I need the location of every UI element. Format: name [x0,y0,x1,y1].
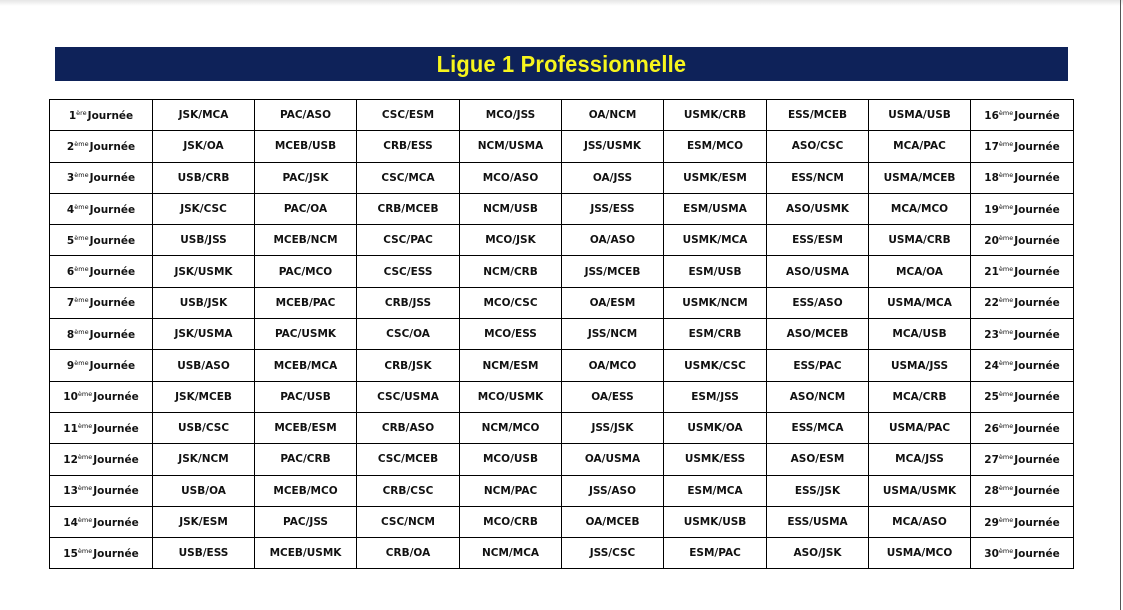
round-number: 28 [984,485,999,498]
second-leg-round [971,256,1074,287]
second-leg-round [971,444,1074,475]
title-banner [55,47,1068,81]
first-leg-round [50,444,153,475]
second-leg-round [971,412,1074,443]
match-cell: USB/CRB [153,162,255,193]
round-ordinal-suffix: ème [74,296,89,305]
round-ordinal-suffix: ème [74,171,89,180]
round-number: 27 [984,453,999,466]
round-ordinal-suffix: ème [77,390,93,399]
first-leg-round [50,100,153,131]
round-number: 29 [984,516,999,529]
match-cell: USMA/MCO [869,538,971,569]
first-leg-round [50,162,153,193]
match-cell: JSK/MCA [153,100,255,131]
match-cell: MCEB/PAC [255,287,357,318]
round-number: 1 [68,109,77,122]
match-cell: PAC/USB [255,381,357,412]
match-cell: JSK/OA [153,131,255,162]
match-cell: USMA/PAC [869,412,971,443]
match-cell: JSS/USMK [562,131,664,162]
match-cell: ESS/NCM [767,162,869,193]
match-cell: MCEB/NCM [255,225,357,256]
match-cell: NCM/MCO [460,412,562,443]
round-label: Journée [1014,203,1060,216]
match-cell: MCA/OA [869,256,971,287]
round-ordinal-suffix: ème [998,233,1014,242]
match-cell: ESM/USMA [664,193,767,224]
match-cell: USMA/CRB [869,225,971,256]
round-label: Journée [1014,516,1060,529]
round-label: Journée [1014,328,1060,341]
round-ordinal-suffix: ème [77,452,93,461]
match-cell: CSC/MCA [357,162,460,193]
match-cell: ASO/NCM [767,381,869,412]
schedule-row [50,100,1074,131]
match-cell: MCA/CRB [869,381,971,412]
round-label: Journée [1014,391,1060,404]
match-cell: CSC/OA [357,319,460,350]
match-cell: NCM/USB [460,193,562,224]
match-cell: USB/JSS [153,225,255,256]
match-cell: CRB/ESS [357,131,460,162]
round-ordinal-suffix: ème [998,171,1014,180]
round-ordinal-suffix: ème [998,421,1014,430]
match-cell: JSS/NCM [562,319,664,350]
round-label: Journée [93,516,139,529]
match-cell: JSK/CSC [153,193,255,224]
match-cell: ESS/MCA [767,412,869,443]
round-label: Journée [1014,172,1060,185]
first-leg-round [50,506,153,537]
match-cell: CRB/MCEB [357,193,460,224]
match-cell: USB/ESS [153,538,255,569]
match-cell: PAC/USMK [255,319,357,350]
round-label: Journée [93,547,139,560]
match-cell: NCM/USMA [460,131,562,162]
match-cell: NCM/ESM [460,350,562,381]
round-ordinal-suffix: ème [74,202,89,211]
round-ordinal-suffix: ème [998,139,1014,148]
schedule-row [50,350,1074,381]
schedule-row [50,287,1074,318]
round-label: Journée [89,140,136,153]
first-leg-round [50,256,153,287]
round-label: Journée [1014,266,1060,279]
round-number: 17 [984,140,999,153]
round-number: 13 [63,485,78,498]
page-title: Ligue 1 Professionnelle [436,50,687,77]
schedule-row [50,506,1074,537]
round-ordinal-suffix: ème [74,327,89,336]
match-cell: USMK/ESM [664,162,767,193]
match-cell: MCA/PAC [869,131,971,162]
schedule-row [50,444,1074,475]
match-cell: OA/ASO [562,225,664,256]
match-cell: MCO/CSC [460,287,562,318]
schedule-row [50,162,1074,193]
match-cell: JSS/JSK [562,412,664,443]
match-cell: MCEB/USMK [255,538,357,569]
round-number: 21 [984,266,999,279]
round-label: Journée [89,360,136,373]
second-leg-round [971,381,1074,412]
match-cell: PAC/JSS [255,506,357,537]
schedule-row [50,412,1074,443]
first-leg-round [50,193,153,224]
match-cell: JSS/MCEB [562,256,664,287]
round-label: Journée [1014,109,1060,122]
match-cell: CSC/NCM [357,506,460,537]
round-ordinal-suffix: ème [998,296,1014,305]
match-cell: USB/CSC [153,412,255,443]
schedule-row [50,193,1074,224]
round-number: 7 [66,297,75,310]
round-number: 9 [66,360,75,373]
match-cell: MCA/USB [869,319,971,350]
match-cell: OA/JSS [562,162,664,193]
match-cell: ASO/USMA [767,256,869,287]
match-cell: MCO/CRB [460,506,562,537]
round-ordinal-suffix: ème [998,452,1014,461]
round-label: Journée [87,109,134,122]
round-ordinal-suffix: ème [77,421,93,430]
match-cell: MCO/ESS [460,319,562,350]
schedule-row [50,131,1074,162]
round-label: Journée [1014,140,1060,153]
match-cell: MCEB/MCA [255,350,357,381]
match-cell: ESS/PAC [767,350,869,381]
match-cell: ASO/ESM [767,444,869,475]
first-leg-round [50,412,153,443]
round-label: Journée [93,485,139,498]
round-label: Journée [1014,453,1060,466]
match-cell: JSS/CSC [562,538,664,569]
match-cell: ASO/CSC [767,131,869,162]
match-cell: JSK/USMA [153,319,255,350]
match-cell: MCA/MCO [869,193,971,224]
match-cell: JSS/ASO [562,475,664,506]
match-cell: MCO/ASO [460,162,562,193]
round-label: Journée [1014,234,1060,247]
round-number: 2 [66,140,75,153]
match-cell: MCO/USMK [460,381,562,412]
round-ordinal-suffix: ème [77,546,93,555]
round-ordinal-suffix: ème [998,390,1014,399]
match-cell: USMK/OA [664,412,767,443]
match-cell: USB/ASO [153,350,255,381]
match-cell: USMA/MCEB [869,162,971,193]
match-cell: MCA/JSS [869,444,971,475]
schedule-row [50,256,1074,287]
round-number: 16 [984,109,999,122]
round-ordinal-suffix: ème [998,484,1014,493]
schedule-row [50,381,1074,412]
round-number: 12 [63,453,78,466]
match-cell: CRB/JSK [357,350,460,381]
fixture-schedule-body [50,100,1074,569]
match-cell: USB/JSK [153,287,255,318]
round-number: 25 [984,391,999,404]
match-cell: MCEB/ESM [255,412,357,443]
match-cell: CSC/ESM [357,100,460,131]
round-label: Journée [93,391,139,404]
round-number: 6 [66,266,75,279]
round-number: 24 [984,360,999,373]
match-cell: ESS/ASO [767,287,869,318]
round-ordinal-suffix: ère [76,108,87,117]
match-cell: JSK/MCEB [153,381,255,412]
round-ordinal-suffix: ème [74,265,89,274]
round-number: 18 [984,172,999,185]
match-cell: NCM/CRB [460,256,562,287]
round-ordinal-suffix: ème [77,484,93,493]
second-leg-round [971,319,1074,350]
round-label: Journée [1014,360,1060,373]
match-cell: JSS/ESS [562,193,664,224]
match-cell: USMK/MCA [664,225,767,256]
second-leg-round [971,225,1074,256]
second-leg-round [971,475,1074,506]
match-cell: CRB/ASO [357,412,460,443]
match-cell: JSK/NCM [153,444,255,475]
round-label: Journée [1014,485,1060,498]
match-cell: CSC/PAC [357,225,460,256]
match-cell: CSC/ESS [357,256,460,287]
match-cell: ESM/MCA [664,475,767,506]
round-ordinal-suffix: ème [74,139,89,148]
round-ordinal-suffix: ème [998,327,1014,336]
round-ordinal-suffix: ème [998,359,1014,368]
second-leg-round [971,162,1074,193]
match-cell: ESM/USB [664,256,767,287]
match-cell: USMA/JSS [869,350,971,381]
match-cell: JSK/ESM [153,506,255,537]
round-ordinal-suffix: ème [998,108,1014,117]
round-ordinal-suffix: ème [998,265,1014,274]
round-number: 4 [66,203,75,216]
round-label: Journée [89,328,136,341]
match-cell: CSC/MCEB [357,444,460,475]
match-cell: MCEB/USB [255,131,357,162]
fixture-schedule-table [49,99,1074,569]
first-leg-round [50,381,153,412]
match-cell: ASO/JSK [767,538,869,569]
round-number: 5 [66,234,75,247]
round-ordinal-suffix: ème [77,515,93,524]
match-cell: USMK/USB [664,506,767,537]
first-leg-round [50,131,153,162]
match-cell: OA/NCM [562,100,664,131]
page-right-border [1120,0,1121,610]
round-label: Journée [89,297,136,310]
match-cell: ASO/USMK [767,193,869,224]
round-ordinal-suffix: ème [998,202,1014,211]
round-number: 11 [63,422,78,435]
round-number: 8 [66,328,75,341]
match-cell: NCM/MCA [460,538,562,569]
match-cell: MCO/USB [460,444,562,475]
round-number: 30 [984,547,999,560]
first-leg-round [50,319,153,350]
schedule-row [50,319,1074,350]
round-label: Journée [89,266,136,279]
round-label: Journée [93,453,139,466]
second-leg-round [971,538,1074,569]
match-cell: OA/USMA [562,444,664,475]
round-number: 10 [63,391,78,404]
second-leg-round [971,350,1074,381]
round-number: 26 [984,422,999,435]
first-leg-round [50,475,153,506]
match-cell: CRB/JSS [357,287,460,318]
match-cell: USMK/NCM [664,287,767,318]
match-cell: USMA/USMK [869,475,971,506]
second-leg-round [971,287,1074,318]
match-cell: MCO/JSS [460,100,562,131]
first-leg-round [50,538,153,569]
match-cell: USMK/CSC [664,350,767,381]
match-cell: OA/MCO [562,350,664,381]
match-cell: PAC/CRB [255,444,357,475]
match-cell: MCEB/MCO [255,475,357,506]
schedule-row [50,225,1074,256]
round-number: 20 [984,234,999,247]
round-label: Journée [1014,422,1060,435]
first-leg-round [50,225,153,256]
match-cell: JSK/USMK [153,256,255,287]
round-ordinal-suffix: ème [74,233,89,242]
match-cell: ESM/JSS [664,381,767,412]
round-label: Journée [93,422,139,435]
first-leg-round [50,350,153,381]
match-cell: ESS/USMA [767,506,869,537]
round-label: Journée [89,172,136,185]
match-cell: USMA/USB [869,100,971,131]
match-cell: NCM/PAC [460,475,562,506]
match-cell: OA/ESS [562,381,664,412]
round-label: Journée [89,203,136,216]
match-cell: CSC/USMA [357,381,460,412]
second-leg-round [971,100,1074,131]
second-leg-round [971,193,1074,224]
match-cell: USMK/ESS [664,444,767,475]
match-cell: ESS/ESM [767,225,869,256]
round-label: Journée [89,234,136,247]
schedule-row [50,538,1074,569]
round-number: 14 [63,516,78,529]
match-cell: PAC/MCO [255,256,357,287]
round-ordinal-suffix: ème [74,359,89,368]
match-cell: MCO/JSK [460,225,562,256]
match-cell: ESS/MCEB [767,100,869,131]
page-top-shadow [0,0,1123,6]
first-leg-round [50,287,153,318]
round-label: Journée [1014,297,1060,310]
match-cell: PAC/OA [255,193,357,224]
match-cell: OA/ESM [562,287,664,318]
round-ordinal-suffix: ème [998,515,1014,524]
match-cell: ESS/JSK [767,475,869,506]
match-cell: CRB/CSC [357,475,460,506]
schedule-row [50,475,1074,506]
match-cell: USB/OA [153,475,255,506]
round-label: Journée [1014,547,1060,560]
second-leg-round [971,131,1074,162]
match-cell: ESM/PAC [664,538,767,569]
round-number: 15 [63,547,78,560]
match-cell: PAC/JSK [255,162,357,193]
match-cell: CRB/OA [357,538,460,569]
match-cell: ESM/MCO [664,131,767,162]
match-cell: OA/MCEB [562,506,664,537]
second-leg-round [971,506,1074,537]
match-cell: MCA/ASO [869,506,971,537]
match-cell: USMK/CRB [664,100,767,131]
match-cell: ASO/MCEB [767,319,869,350]
round-number: 22 [984,297,999,310]
round-number: 19 [984,203,999,216]
match-cell: ESM/CRB [664,319,767,350]
round-number: 23 [984,328,999,341]
match-cell: USMA/MCA [869,287,971,318]
round-number: 3 [66,172,75,185]
match-cell: PAC/ASO [255,100,357,131]
round-ordinal-suffix: ème [998,546,1014,555]
